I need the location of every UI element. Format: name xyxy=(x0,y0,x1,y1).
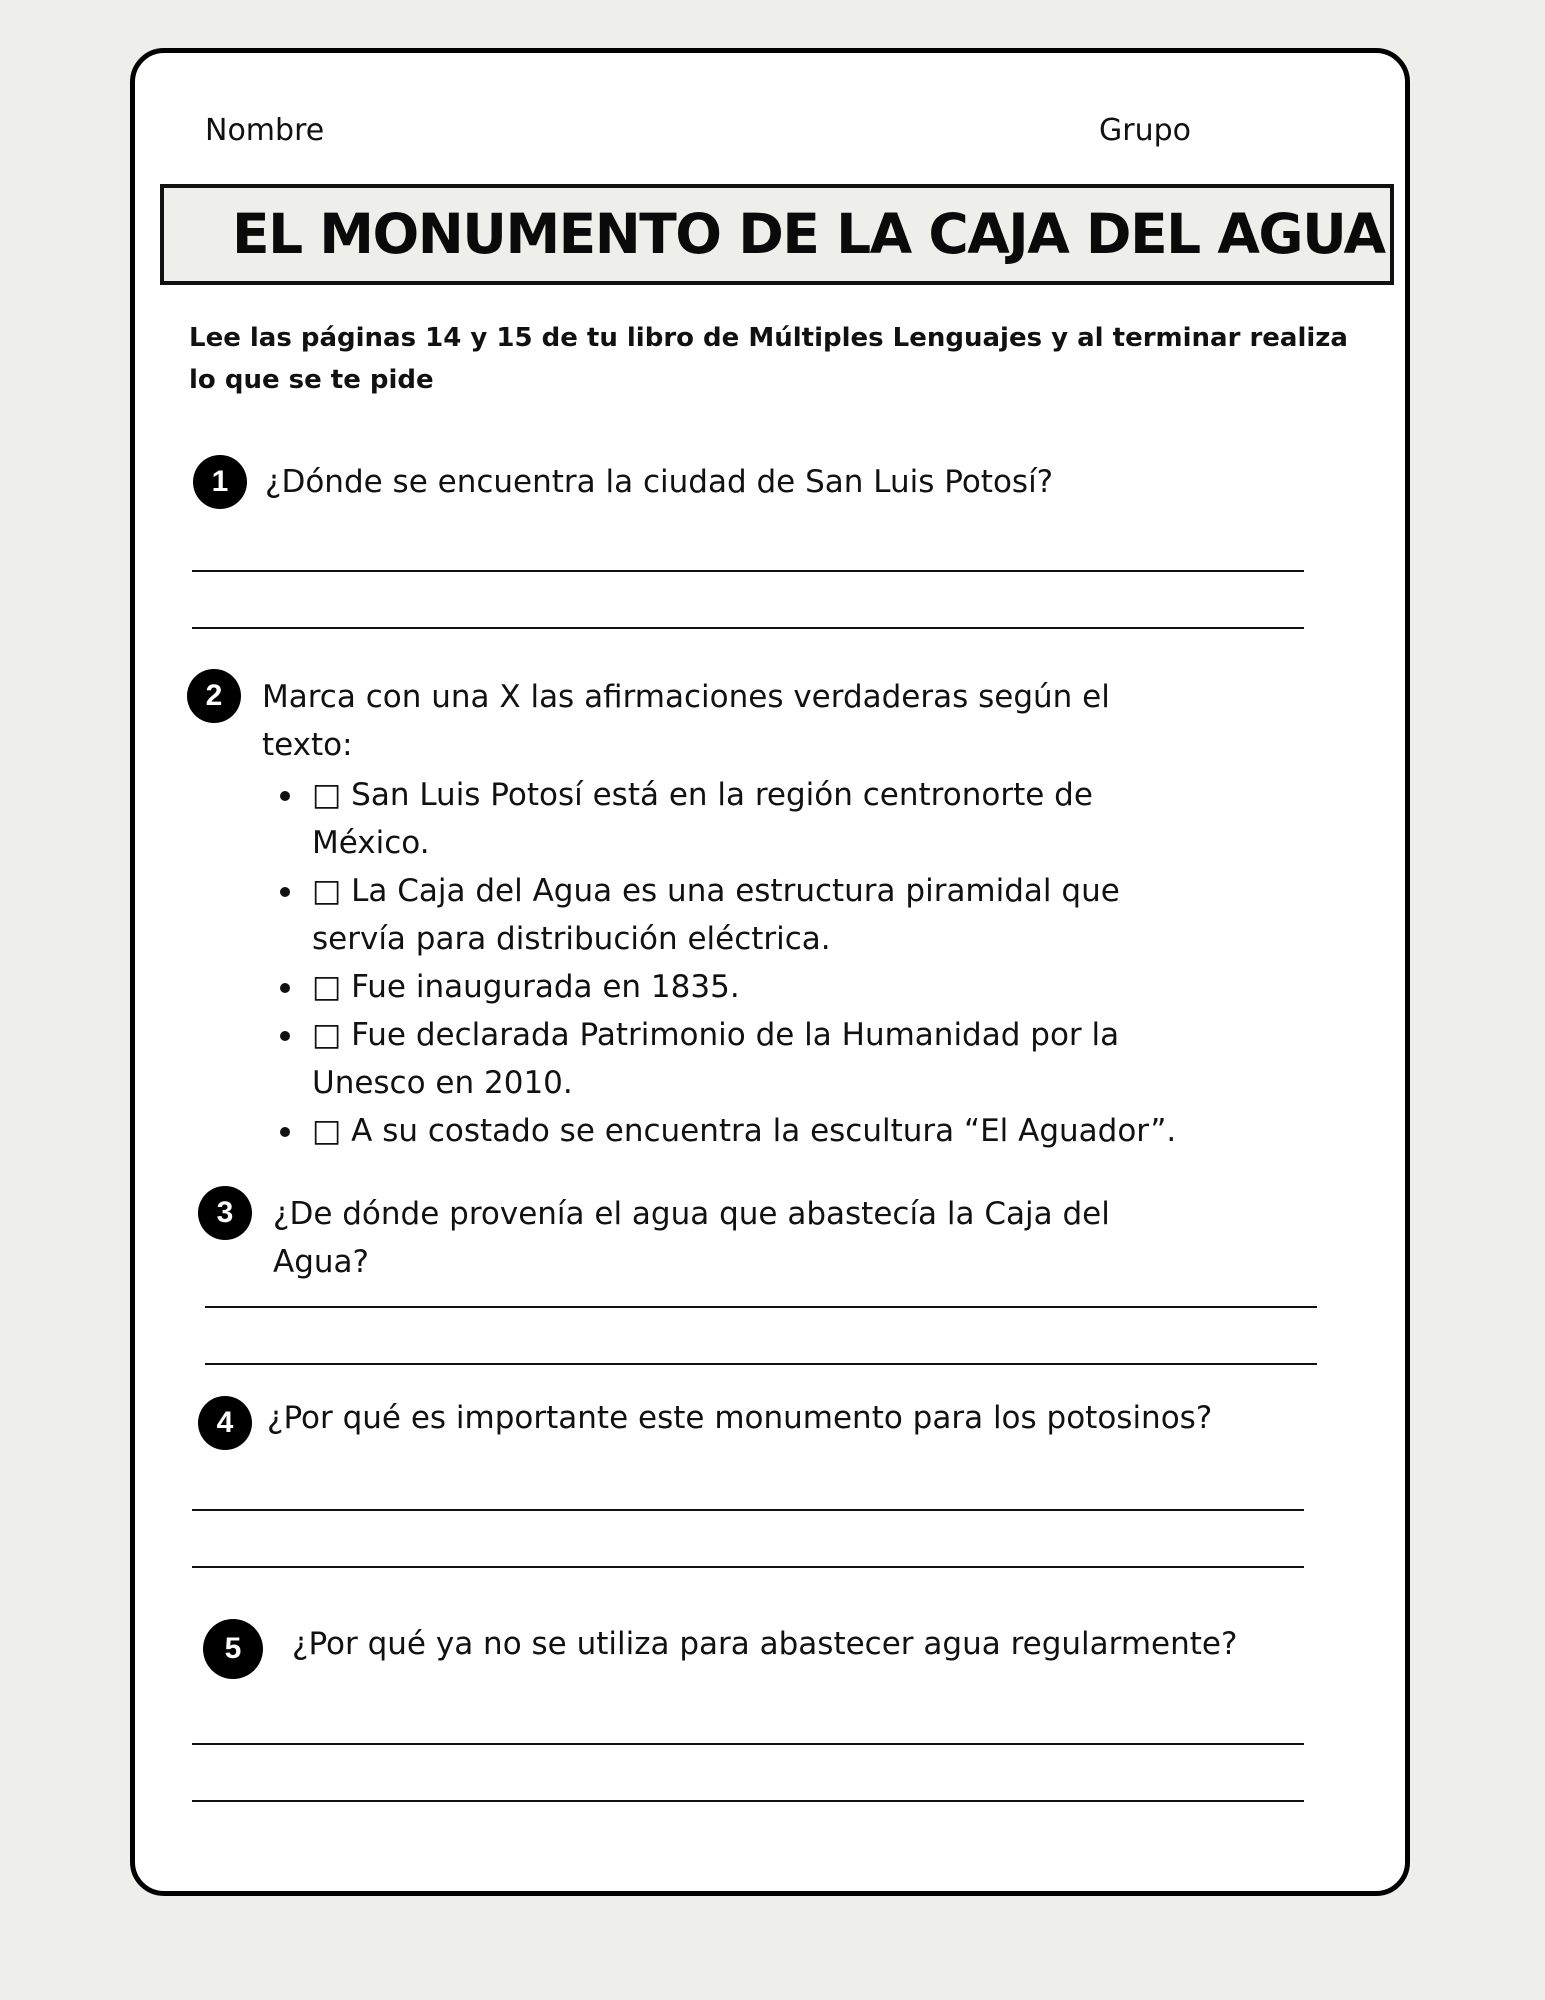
question-number-3: 3 xyxy=(198,1186,252,1240)
question-2-text: Marca con una X las afirmaciones verdaderas según el texto: xyxy=(262,679,1110,763)
question-1-text: ¿Dónde se encuentra la ciudad de San Luis Potosí? xyxy=(265,464,1054,500)
answer-line[interactable] xyxy=(205,1306,1317,1308)
option-item[interactable]: □ La Caja del Agua es una estructura piramidal que servía para distribución eléctrica. xyxy=(280,867,1180,963)
answer-line[interactable] xyxy=(192,627,1304,629)
answer-line[interactable] xyxy=(192,1566,1304,1568)
question-number-2: 2 xyxy=(187,669,241,723)
question-number-1: 1 xyxy=(193,455,247,509)
option-item[interactable]: □ Fue declarada Patrimonio de la Humanidad por la Unesco en 2010. xyxy=(280,1011,1180,1107)
option-item[interactable]: □ San Luis Potosí está en la región centronorte de México. xyxy=(280,771,1180,867)
question-4-text: ¿Por qué es importante este monumento para los potosinos? xyxy=(267,1400,1213,1436)
name-label: Nombre xyxy=(205,113,325,148)
true-false-options xyxy=(280,771,1180,1155)
question-5-text: ¿Por qué ya no se utiliza para abastecer agua regularmente? xyxy=(292,1626,1238,1662)
option-item[interactable]: □ Fue inaugurada en 1835. xyxy=(280,963,1180,1011)
answer-line[interactable] xyxy=(192,1743,1304,1745)
group-label: Grupo xyxy=(1099,113,1191,148)
question-number-4: 4 xyxy=(198,1396,252,1450)
title-box xyxy=(160,184,1394,285)
answer-line[interactable] xyxy=(192,1509,1304,1511)
answer-line[interactable] xyxy=(192,1800,1304,1802)
worksheet-title: EL MONUMENTO DE LA CAJA DEL AGUA xyxy=(232,202,1385,266)
instructions-text: Lee las páginas 14 y 15 de tu libro de Múltiples Lenguajes y al terminar realiza lo que se te pide xyxy=(189,323,1348,395)
option-item[interactable]: □ A su costado se encuentra la escultura “El Aguador”. xyxy=(280,1107,1180,1155)
worksheet-page xyxy=(130,48,1410,1896)
answer-line[interactable] xyxy=(192,570,1304,572)
question-number-5: 5 xyxy=(203,1619,263,1679)
question-3-text: ¿De dónde provenía el agua que abastecía la Caja del Agua? xyxy=(273,1196,1110,1280)
answer-line[interactable] xyxy=(205,1363,1317,1365)
